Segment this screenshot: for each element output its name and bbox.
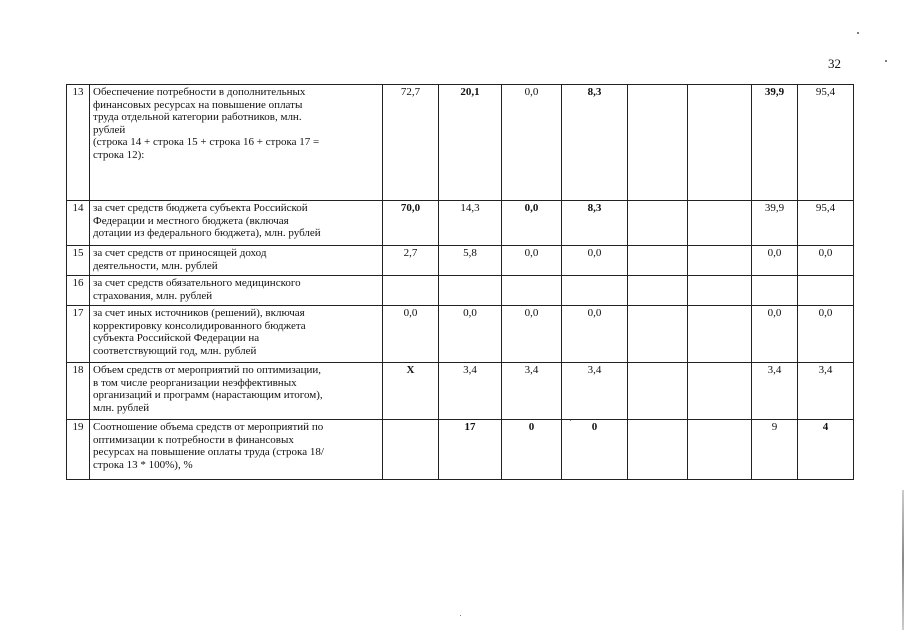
value-cell bbox=[688, 363, 752, 420]
value-cell: 3,4 bbox=[562, 363, 628, 420]
value-cell bbox=[628, 85, 688, 201]
value-cell bbox=[688, 420, 752, 480]
value-cell: 0,0 bbox=[798, 246, 854, 276]
value-cell bbox=[798, 276, 854, 306]
value-cell bbox=[752, 276, 798, 306]
table-row bbox=[67, 420, 854, 480]
table-row bbox=[67, 246, 854, 276]
value-cell bbox=[628, 276, 688, 306]
value-cell bbox=[688, 85, 752, 201]
value-cell: 8,3 bbox=[562, 201, 628, 246]
row-number: 19 bbox=[67, 420, 90, 480]
value-cell: 0,0 bbox=[502, 201, 562, 246]
row-description: за счет средств обязательного медицинского страхования, млн. рублей bbox=[90, 276, 383, 306]
value-cell: 39,9 bbox=[752, 85, 798, 201]
value-cell bbox=[383, 276, 439, 306]
value-cell bbox=[688, 306, 752, 363]
table-row bbox=[67, 306, 854, 363]
value-cell: 3,4 bbox=[502, 363, 562, 420]
table-row bbox=[67, 85, 854, 201]
value-cell: 0,0 bbox=[383, 306, 439, 363]
value-cell: 0,0 bbox=[562, 246, 628, 276]
row-number: 16 bbox=[67, 276, 90, 306]
value-cell: 3,4 bbox=[752, 363, 798, 420]
scan-speck bbox=[460, 615, 461, 616]
value-cell bbox=[502, 276, 562, 306]
financing-table bbox=[66, 84, 854, 480]
row-number: 18 bbox=[67, 363, 90, 420]
table-row bbox=[67, 363, 854, 420]
row-description: за счет средств бюджета субъекта Российской Федерации и местного бюджета (включая дотации из федерального бюджета), млн. рублей bbox=[90, 201, 383, 246]
value-cell: 0 bbox=[502, 420, 562, 480]
row-number: 13 bbox=[67, 85, 90, 201]
value-cell: 0,0 bbox=[502, 85, 562, 201]
scan-speck bbox=[570, 420, 571, 421]
value-cell bbox=[628, 363, 688, 420]
value-cell: 0,0 bbox=[752, 246, 798, 276]
value-cell: 3,4 bbox=[798, 363, 854, 420]
value-cell: 17 bbox=[439, 420, 502, 480]
value-cell: 72,7 bbox=[383, 85, 439, 201]
value-cell: 0,0 bbox=[502, 246, 562, 276]
value-cell: 4 bbox=[798, 420, 854, 480]
value-cell: 70,0 bbox=[383, 201, 439, 246]
table-row bbox=[67, 201, 854, 246]
row-description: Обеспечение потребности в дополнительных финансовых ресурсах на повышение оплаты труда отдельной категории работников, млн. рублей (строка 14 + строка 15 + строка 16 + строка 17 = строка 12): bbox=[90, 85, 383, 201]
value-cell: 39,9 bbox=[752, 201, 798, 246]
row-description: за счет средств от приносящей доход деятельности, млн. рублей bbox=[90, 246, 383, 276]
row-description: Соотношение объема средств от мероприятий по оптимизации к потребности в финансовых ресурсах на повышение оплаты труда (строка 18/ строка 13 * 100%), % bbox=[90, 420, 383, 480]
table-row bbox=[67, 276, 854, 306]
value-cell bbox=[688, 246, 752, 276]
row-description: за счет иных источников (решений), включая корректировку консолидированного бюджета субъекта Российской Федерации на соответствующий год, млн. рублей bbox=[90, 306, 383, 363]
value-cell: 3,4 bbox=[439, 363, 502, 420]
value-cell bbox=[628, 420, 688, 480]
value-cell bbox=[688, 276, 752, 306]
page-number: 32 bbox=[828, 56, 841, 71]
value-cell: 0,0 bbox=[562, 306, 628, 363]
row-number: 15 bbox=[67, 246, 90, 276]
row-description: Объем средств от мероприятий по оптимизации, в том числе реорганизации неэффективных организаций и программ (нарастающим итогом), млн. рублей bbox=[90, 363, 383, 420]
value-cell: 0,0 bbox=[502, 306, 562, 363]
value-cell: 0 bbox=[562, 420, 628, 480]
value-cell bbox=[628, 201, 688, 246]
value-cell: 0,0 bbox=[439, 306, 502, 363]
value-cell: Х bbox=[383, 363, 439, 420]
value-cell: 0,0 bbox=[752, 306, 798, 363]
value-cell: 0,0 bbox=[798, 306, 854, 363]
value-cell: 14,3 bbox=[439, 201, 502, 246]
value-cell: 5,8 bbox=[439, 246, 502, 276]
value-cell bbox=[562, 276, 628, 306]
value-cell bbox=[439, 276, 502, 306]
value-cell bbox=[688, 201, 752, 246]
value-cell: 95,4 bbox=[798, 201, 854, 246]
value-cell: 9 bbox=[752, 420, 798, 480]
value-cell bbox=[383, 420, 439, 480]
row-number: 14 bbox=[67, 201, 90, 246]
scan-speck bbox=[885, 60, 887, 62]
value-cell bbox=[628, 306, 688, 363]
scan-speck bbox=[857, 32, 859, 34]
value-cell: 8,3 bbox=[562, 85, 628, 201]
scan-edge-mark bbox=[902, 490, 904, 630]
value-cell: 2,7 bbox=[383, 246, 439, 276]
value-cell: 20,1 bbox=[439, 85, 502, 201]
value-cell bbox=[628, 246, 688, 276]
value-cell: 95,4 bbox=[798, 85, 854, 201]
table-body bbox=[67, 85, 854, 480]
row-number: 17 bbox=[67, 306, 90, 363]
